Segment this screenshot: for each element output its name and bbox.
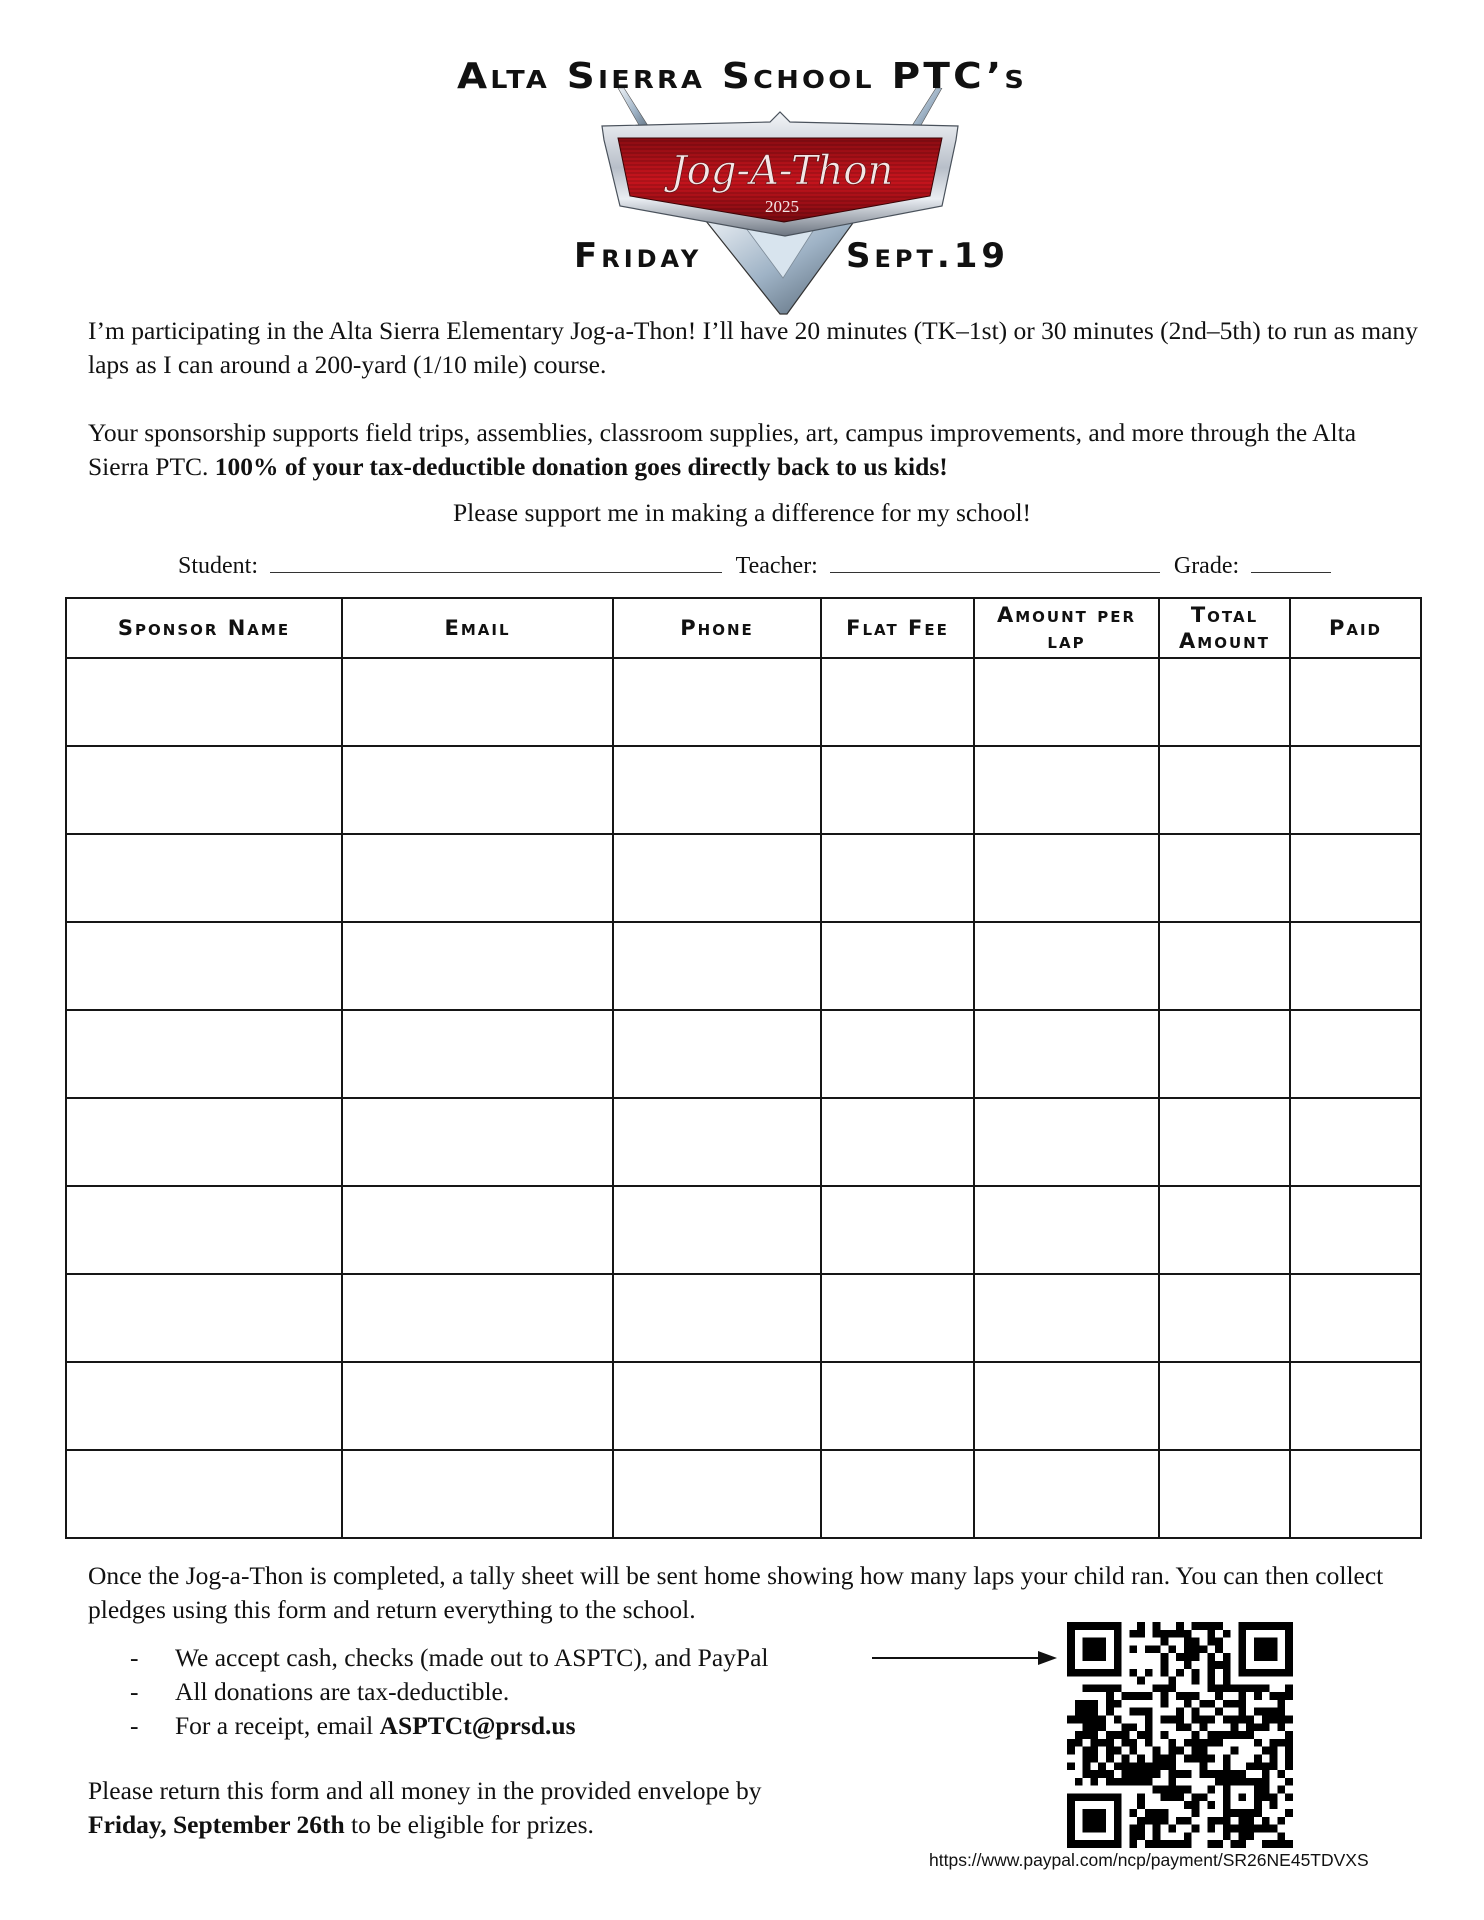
event-day: Friday	[574, 236, 703, 276]
cell-phone[interactable]	[613, 1186, 821, 1274]
cell-paid[interactable]	[1290, 1098, 1421, 1186]
cell-email[interactable]	[342, 1186, 613, 1274]
cell-email[interactable]	[342, 1274, 613, 1362]
arrow-right-icon	[872, 1649, 1057, 1667]
table-row	[66, 1274, 1421, 1362]
cell-flat-fee[interactable]	[821, 834, 974, 922]
col-flat-fee: Flat Fee	[821, 598, 974, 658]
cell-paid[interactable]	[1290, 1274, 1421, 1362]
col-amount-per-lap: Amount per lap	[974, 598, 1159, 658]
cell-total-amount[interactable]	[1159, 1186, 1290, 1274]
sponsorship-text: Your sponsorship supports field trips, assemblies, classroom supplies, art, campus improvements, and more through the Alta Sierra PTC.	[88, 418, 1357, 481]
table-row	[66, 1098, 1421, 1186]
cell-phone[interactable]	[613, 1010, 821, 1098]
cell-total-amount[interactable]	[1159, 1098, 1290, 1186]
cell-paid[interactable]	[1290, 922, 1421, 1010]
cell-sponsor-name[interactable]	[66, 658, 342, 746]
cell-sponsor-name[interactable]	[66, 922, 342, 1010]
student-label: Student:	[178, 553, 259, 579]
cell-sponsor-name[interactable]	[66, 1098, 342, 1186]
table-row	[66, 1186, 1421, 1274]
cell-phone[interactable]	[613, 1362, 821, 1450]
grade-label: Grade:	[1173, 553, 1240, 579]
list-item: - All donations are tax-deductible.	[130, 1677, 510, 1706]
student-field[interactable]	[270, 550, 722, 573]
cell-amount-per-lap[interactable]	[974, 1450, 1159, 1538]
table-body	[66, 658, 1421, 1538]
support-message: Please support me in making a difference for my school!	[452, 498, 1032, 527]
table-row	[66, 658, 1421, 746]
pledge-table	[65, 597, 1422, 1539]
cell-total-amount[interactable]	[1159, 1010, 1290, 1098]
cell-total-amount[interactable]	[1159, 1362, 1290, 1450]
teacher-label: Teacher:	[735, 553, 818, 579]
cell-paid[interactable]	[1290, 1450, 1421, 1538]
cell-flat-fee[interactable]	[821, 1010, 974, 1098]
cell-phone[interactable]	[613, 1274, 821, 1362]
cell-email[interactable]	[342, 746, 613, 834]
intro-paragraph: I’m participating in the Alta Sierra Elementary Jog-a-Thon! I’ll have 20 minutes (TK–1st) or 30 minutes (2nd–5th) to run as many laps as I can around a 200-yard (1/10 mile) course.	[88, 316, 1418, 379]
cell-flat-fee[interactable]	[821, 1186, 974, 1274]
cell-sponsor-name[interactable]	[66, 1010, 342, 1098]
cell-amount-per-lap[interactable]	[974, 658, 1159, 746]
cell-phone[interactable]	[613, 1450, 821, 1538]
cell-flat-fee[interactable]	[821, 1098, 974, 1186]
list-item: - For a receipt, email ASPTCt@prsd.us	[130, 1711, 576, 1740]
cell-email[interactable]	[342, 922, 613, 1010]
jog-a-thon-logo	[590, 88, 970, 318]
cell-total-amount[interactable]	[1159, 834, 1290, 922]
cell-total-amount[interactable]	[1159, 922, 1290, 1010]
table-row	[66, 1450, 1421, 1538]
cell-phone[interactable]	[613, 746, 821, 834]
event-date: Sept.19	[846, 236, 1010, 276]
cell-sponsor-name[interactable]	[66, 1362, 342, 1450]
cell-phone[interactable]	[613, 922, 821, 1010]
table-row	[66, 834, 1421, 922]
cell-sponsor-name[interactable]	[66, 1450, 342, 1538]
col-sponsor-name: Sponsor Name	[66, 598, 342, 658]
col-total-amount: Total Amount	[1159, 598, 1290, 658]
cell-flat-fee[interactable]	[821, 1362, 974, 1450]
col-email: Email	[342, 598, 613, 658]
student-info-line	[178, 550, 1339, 580]
cell-flat-fee[interactable]	[821, 746, 974, 834]
cell-email[interactable]	[342, 834, 613, 922]
cell-email[interactable]	[342, 1098, 613, 1186]
page-title: Alta Sierra School PTC’s	[456, 56, 1028, 97]
cell-flat-fee[interactable]	[821, 1274, 974, 1362]
sponsorship-highlight: 100% of your tax-deductible donation goes directly back to us kids!	[214, 452, 948, 481]
table-row	[66, 922, 1421, 1010]
return-instructions: Please return this form and all money in the provided envelope by Friday, September 26th to be eligible for prizes.	[88, 1776, 762, 1839]
list-item: - We accept cash, checks (made out to ASPTC), and PayPal	[130, 1643, 769, 1672]
cell-total-amount[interactable]	[1159, 1274, 1290, 1362]
cell-paid[interactable]	[1290, 746, 1421, 834]
tally-paragraph: Once the Jog-a-Thon is completed, a tally sheet will be sent home showing how many laps your child ran. You can then collect pledges using this form and return everything to the school.	[88, 1561, 1384, 1624]
cell-total-amount[interactable]	[1159, 746, 1290, 834]
cell-paid[interactable]	[1290, 1010, 1421, 1098]
cell-email[interactable]	[342, 1450, 613, 1538]
cell-amount-per-lap[interactable]	[974, 1010, 1159, 1098]
grade-field[interactable]	[1251, 550, 1331, 573]
col-phone: Phone	[613, 598, 821, 658]
cell-email[interactable]	[342, 1010, 613, 1098]
cell-paid[interactable]	[1290, 1362, 1421, 1450]
table-row	[66, 1362, 1421, 1450]
cell-total-amount[interactable]	[1159, 1450, 1290, 1538]
cell-amount-per-lap[interactable]	[974, 922, 1159, 1010]
cell-amount-per-lap[interactable]	[974, 1362, 1159, 1450]
cell-email[interactable]	[342, 658, 613, 746]
teacher-field[interactable]	[830, 550, 1160, 573]
cell-amount-per-lap[interactable]	[974, 1098, 1159, 1186]
cell-flat-fee[interactable]	[821, 658, 974, 746]
cell-total-amount[interactable]	[1159, 658, 1290, 746]
cell-phone[interactable]	[613, 834, 821, 922]
return-deadline: Friday, September 26th	[88, 1810, 345, 1839]
table-row	[66, 746, 1421, 834]
sponsorship-paragraph	[88, 416, 1418, 484]
cell-paid[interactable]	[1290, 658, 1421, 746]
cell-phone[interactable]	[613, 1098, 821, 1186]
cell-amount-per-lap[interactable]	[974, 746, 1159, 834]
paypal-url[interactable]: https://www.paypal.com/ncp/payment/SR26NE45TDVXS	[929, 1850, 1369, 1870]
logo-text: Jog-A-Thon	[670, 148, 894, 194]
cell-sponsor-name[interactable]	[66, 1186, 342, 1274]
cell-flat-fee[interactable]	[821, 1450, 974, 1538]
paypal-qr-code[interactable]	[1067, 1622, 1293, 1848]
cell-amount-per-lap[interactable]	[974, 1186, 1159, 1274]
table-header-row	[66, 598, 1421, 658]
cell-paid[interactable]	[1290, 834, 1421, 922]
cell-phone[interactable]	[613, 658, 821, 746]
cell-sponsor-name[interactable]	[66, 834, 342, 922]
cell-email[interactable]	[342, 1362, 613, 1450]
cell-amount-per-lap[interactable]	[974, 1274, 1159, 1362]
col-paid: Paid	[1290, 598, 1421, 658]
cell-sponsor-name[interactable]	[66, 746, 342, 834]
cell-amount-per-lap[interactable]	[974, 834, 1159, 922]
table-row	[66, 1010, 1421, 1098]
logo-year: 2025	[765, 197, 799, 216]
cell-sponsor-name[interactable]	[66, 1274, 342, 1362]
cell-paid[interactable]	[1290, 1186, 1421, 1274]
receipt-email-link[interactable]: ASPTCt@prsd.us	[379, 1711, 576, 1740]
cell-flat-fee[interactable]	[821, 922, 974, 1010]
payment-info-list	[130, 1641, 769, 1743]
